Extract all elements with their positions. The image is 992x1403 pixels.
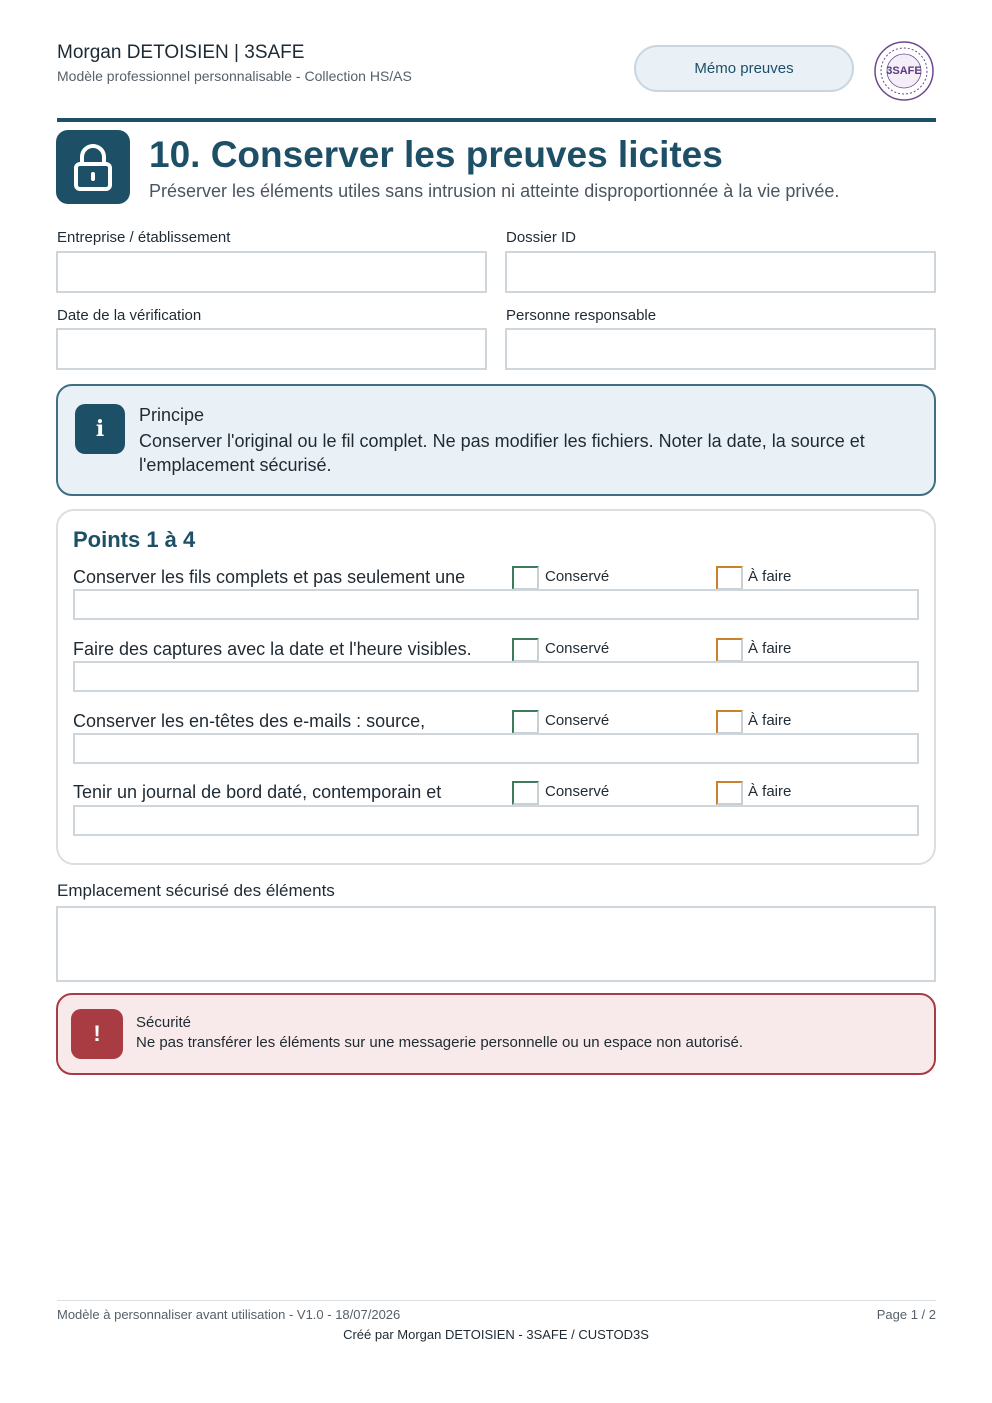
footer-version: Modèle à personnaliser avant utilisation - V1.0 - 18/07/2026 [57,1307,401,1322]
company-label: Entreprise / établissement [57,229,231,246]
point-1-afaire-label: À faire [748,568,792,585]
point-2-conserve-label: Conservé [545,640,610,657]
point-2-afaire-checkbox[interactable] [716,638,743,662]
point-2-text: Faire des captures avec la date et l'heure visibles. [73,639,472,659]
person-label: Personne responsable [506,307,657,324]
point-1-afaire-checkbox[interactable] [716,566,743,590]
date-field[interactable] [56,328,487,370]
point-1-conserve-label: Conservé [545,568,610,585]
point-4-conserve-checkbox[interactable] [512,781,539,805]
seal-logo-text: 3SAFE [886,65,922,77]
principle-title: Principe [139,405,205,425]
point-1-note-field[interactable] [73,589,919,620]
point-2-note-field[interactable] [73,661,919,692]
point-1-conserve-checkbox[interactable] [512,566,539,590]
footer-page-number: Page 1 / 2 [876,1307,936,1322]
point-4-afaire-checkbox[interactable] [716,781,743,805]
point-2-afaire-label: À faire [748,640,792,657]
page-title: 10. Conserver les preuves licites [149,134,723,175]
point-1-text: Conserver les fils complets et pas seulement une [73,567,466,587]
principle-text: Conserver l'original ou le fil complet. Ne pas modifier les fichiers. Noter la date, la source et l'emplacement sécurisé. [139,431,865,475]
dossier-label: Dossier ID [506,229,577,246]
company-field[interactable] [56,251,487,293]
date-label: Date de la vérification [57,307,202,324]
info-icon: i [75,404,125,454]
point-3-afaire-checkbox[interactable] [716,710,743,734]
footer-credit: Créé par Morgan DETOISIEN - 3SAFE / CUSTOD3S [343,1327,649,1342]
security-title: Sécurité [136,1014,192,1031]
point-3-text: Conserver les en-têtes des e-mails : source, [73,711,426,731]
point-4-note-field[interactable] [73,805,919,836]
point-3-conserve-label: Conservé [545,712,610,729]
alert-icon: ! [71,1009,123,1059]
page-subtitle: Préserver les éléments utiles sans intrusion ni atteinte disproportionnée à la vie privée. [149,181,840,201]
point-4-afaire-label: À faire [748,783,792,800]
footer-divider [57,1300,936,1301]
location-field[interactable] [56,906,936,982]
lock-icon [56,130,130,204]
person-field[interactable] [505,328,936,370]
point-2-conserve-checkbox[interactable] [512,638,539,662]
header-divider [57,118,936,122]
security-text: Ne pas transférer les éléments sur une messagerie personnelle ou un espace non autorisé. [136,1034,744,1051]
dossier-field[interactable] [505,251,936,293]
brand-title: Morgan DETOISIEN | 3SAFE [57,42,305,63]
points-title: Points 1 à 4 [73,527,196,552]
brand-subtitle: Modèle professionnel personnalisable - Collection HS/AS [57,68,412,84]
point-4-text: Tenir un journal de bord daté, contemporain et [73,782,442,802]
point-3-note-field[interactable] [73,733,919,764]
seal-logo [871,40,937,102]
location-label: Emplacement sécurisé des éléments [57,881,335,900]
point-4-conserve-label: Conservé [545,783,610,800]
point-3-conserve-checkbox[interactable] [512,710,539,734]
point-3-afaire-label: À faire [748,712,792,729]
memo-preuves-button[interactable]: Mémo preuves [634,45,854,92]
